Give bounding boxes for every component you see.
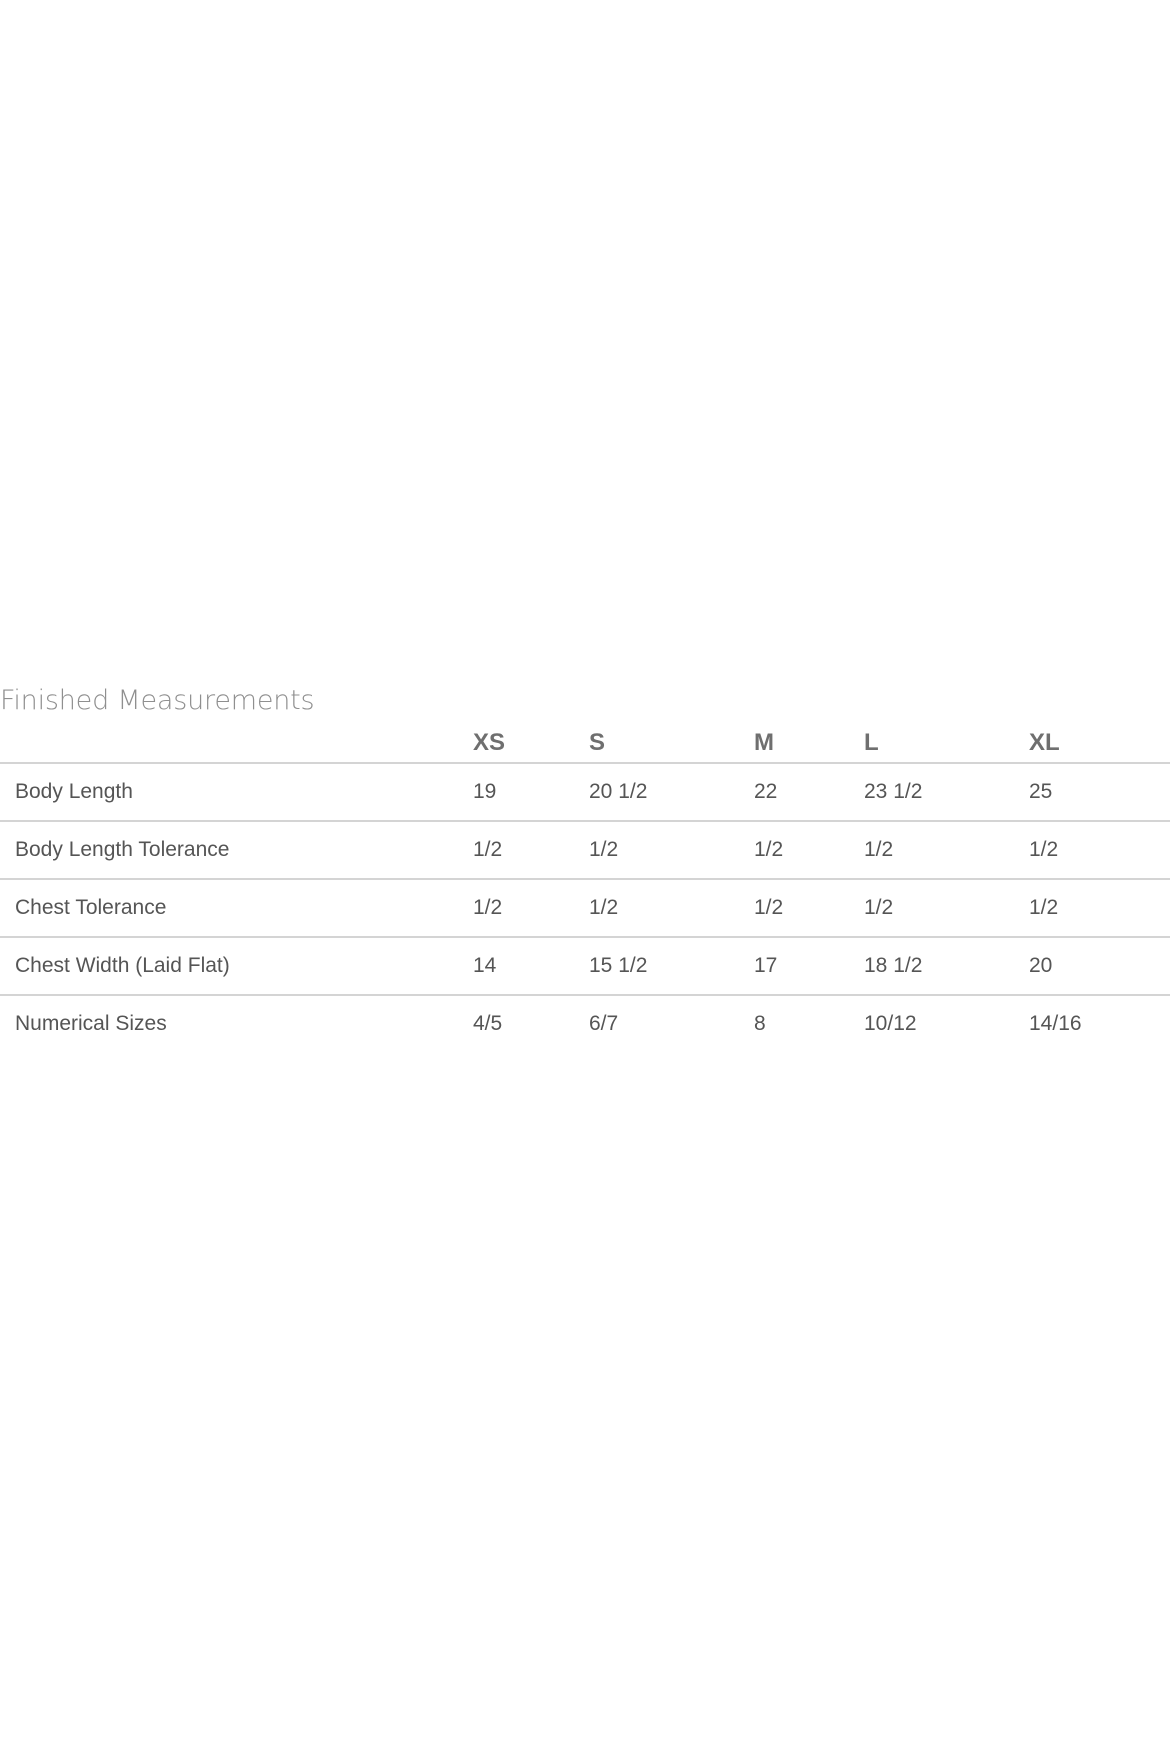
row-label: Chest Width (Laid Flat) (0, 937, 473, 995)
size-chart (0, 682, 1170, 1052)
table-cell: 18 1/2 (864, 937, 1029, 995)
header-row (0, 724, 1170, 763)
table-cell: 1/2 (1029, 821, 1170, 879)
table-cell: 22 (754, 763, 864, 821)
table-cell: 15 1/2 (589, 937, 754, 995)
table-row (0, 995, 1170, 1052)
table-row (0, 763, 1170, 821)
table-row (0, 821, 1170, 879)
table-cell: 14 (473, 937, 589, 995)
header-size-s: S (589, 724, 754, 763)
table-row (0, 879, 1170, 937)
header-size-xl: XL (1029, 724, 1170, 763)
row-label: Body Length Tolerance (0, 821, 473, 879)
table-row (0, 937, 1170, 995)
table-cell: 1/2 (754, 879, 864, 937)
row-label: Chest Tolerance (0, 879, 473, 937)
measurements-table (0, 724, 1170, 1052)
row-label: Body Length (0, 763, 473, 821)
table-cell: 1/2 (589, 879, 754, 937)
header-size-l: L (864, 724, 1029, 763)
table-cell: 4/5 (473, 1012, 503, 1035)
header-label-column (0, 724, 473, 763)
table-cell: 1/2 (589, 821, 754, 879)
table-cell: 10/12 (864, 1012, 917, 1035)
table-cell: 20 (1029, 937, 1170, 995)
table-cell: 1/2 (754, 821, 864, 879)
table-cell: 25 (1029, 763, 1170, 821)
table-cell: 6/7 (589, 1012, 619, 1035)
table-cell: 1/2 (473, 879, 589, 937)
table-cell: 1/2 (864, 821, 1029, 879)
chart-title: Finished Measurements (0, 685, 315, 716)
table-cell: 8 (754, 1012, 766, 1035)
table-cell: 23 1/2 (864, 763, 1029, 821)
row-label: Numerical Sizes (15, 1012, 167, 1035)
header-size-xs: XS (473, 724, 589, 763)
table-cell: 1/2 (473, 821, 589, 879)
table-cell: 19 (473, 763, 589, 821)
table-cell: 1/2 (864, 879, 1029, 937)
table-cell: 17 (754, 937, 864, 995)
table-cell: 20 1/2 (589, 763, 754, 821)
header-size-m: M (754, 724, 864, 763)
table-cell: 1/2 (1029, 879, 1170, 937)
table-cell: 14/16 (1029, 1012, 1082, 1035)
